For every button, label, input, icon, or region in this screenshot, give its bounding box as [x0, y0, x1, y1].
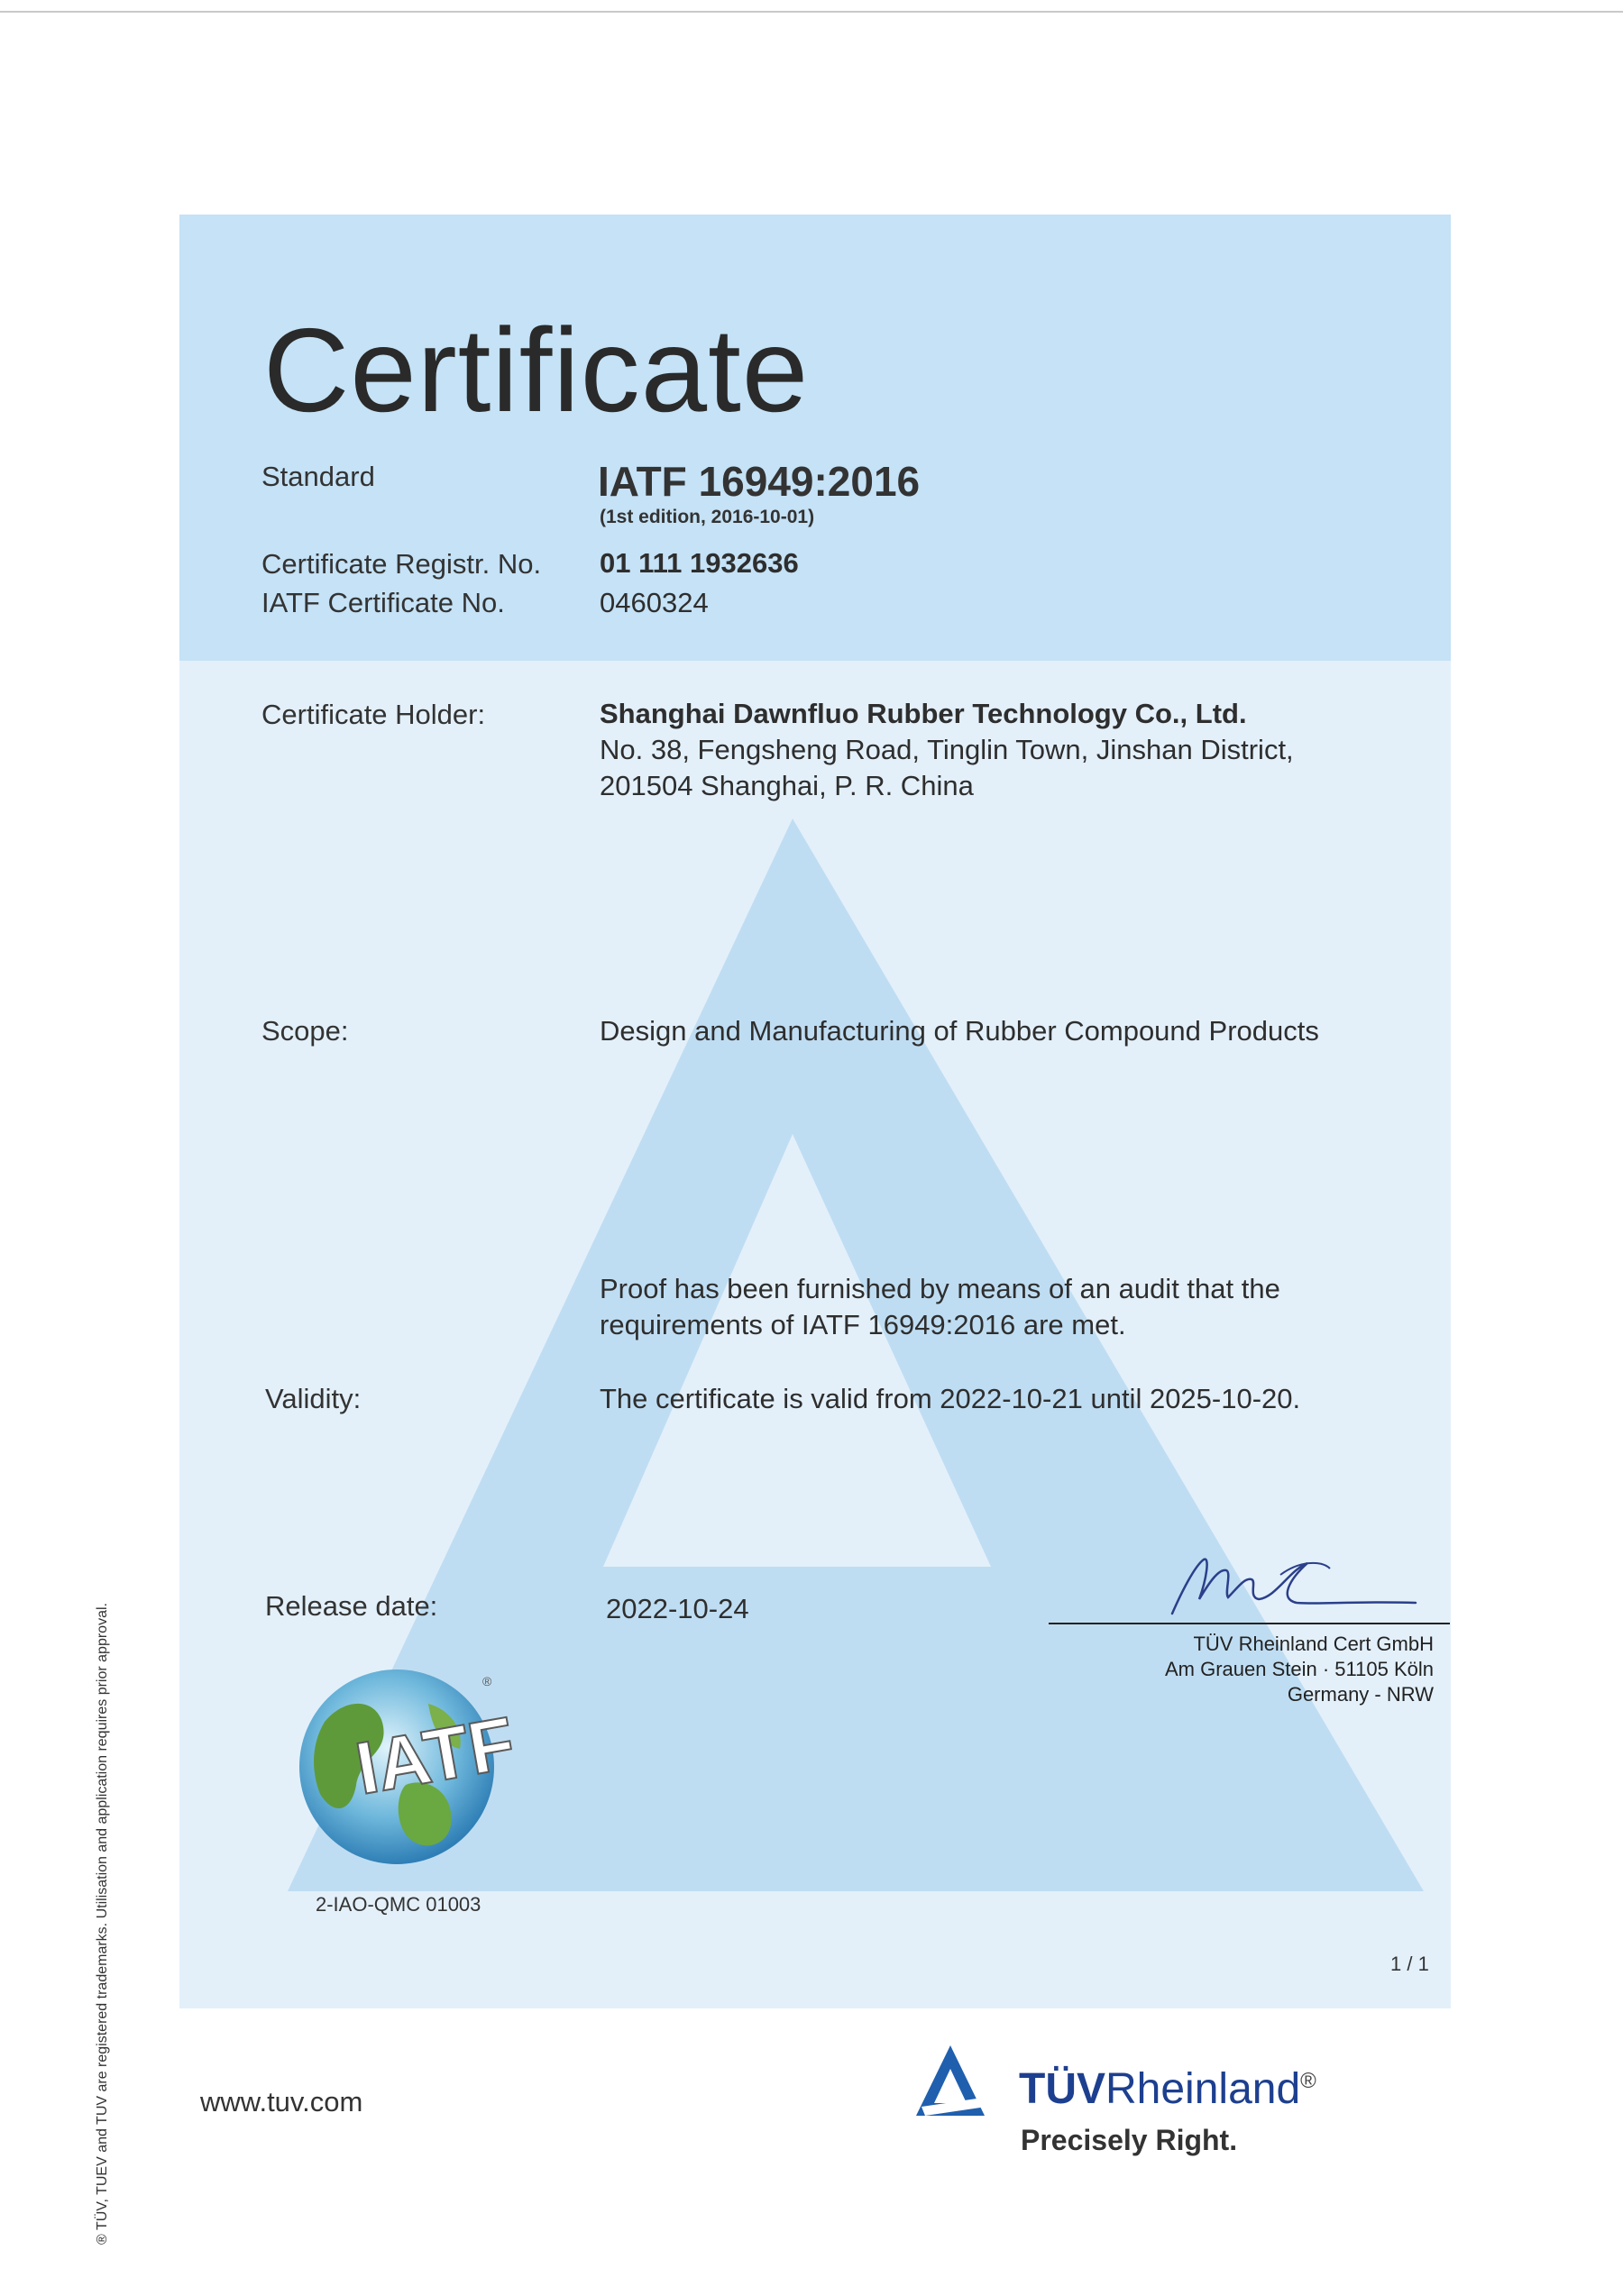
scope-label: Scope: — [261, 1015, 349, 1047]
page-number: 1 / 1 — [1390, 1953, 1429, 1975]
issuer-region: Germany - NRW — [1287, 1683, 1434, 1706]
iatf-globe-logo — [270, 1659, 521, 1875]
standard-name: IATF 16949:2016 — [598, 458, 921, 505]
tuv-brand — [1019, 2064, 1316, 2114]
registered-mark: ® — [1300, 2069, 1316, 2093]
iatf-logo-text: IATF — [350, 1702, 521, 1811]
scope-value: Design and Manufacturing of Rubber Compound Products — [600, 1015, 1319, 1047]
tuv-brand-regular: Rheinland — [1105, 2065, 1301, 2113]
iatf-certificate-number: 0460324 — [600, 587, 709, 618]
holder-label: Certificate Holder: — [261, 699, 486, 730]
holder-name: Shanghai Dawnfluo Rubber Technology Co., Ltd. — [600, 698, 1247, 729]
website-link[interactable]: www.tuv.com — [200, 2086, 363, 2118]
proof-line1: Proof has been furnished by means of an audit that the — [600, 1273, 1280, 1304]
validity-value: The certificate is valid from 2022-10-21 until 2025-10-20. — [600, 1383, 1301, 1414]
standard-edition: (1st edition, 2016-10-01) — [600, 507, 815, 527]
issuer-address: Am Grauen Stein · 51105 Köln — [1165, 1658, 1434, 1680]
signature — [1154, 1543, 1425, 1624]
registration-number: 01 111 1932636 — [600, 547, 799, 579]
page-title: Certificate — [263, 304, 810, 436]
release-date-label: Release date: — [265, 1590, 438, 1622]
iatf-certificate-label: IATF Certificate No. — [261, 587, 505, 618]
signature-line — [1049, 1623, 1450, 1624]
svg-text:®: ® — [482, 1674, 492, 1688]
iatf-code: 2-IAO-QMC 01003 — [316, 1893, 481, 1916]
standard-label: Standard — [261, 461, 375, 492]
validity-label: Validity: — [265, 1383, 362, 1414]
tuv-brand-bold: TÜV — [1019, 2065, 1105, 2113]
release-date-value: 2022-10-24 — [606, 1593, 749, 1624]
tuv-triangle-icon — [912, 2042, 989, 2123]
proof-line2: requirements of IATF 16949:2016 are met. — [600, 1309, 1126, 1340]
holder-address-line1: No. 38, Fengsheng Road, Tinglin Town, Jinshan District, — [600, 734, 1294, 765]
trademark-note: ® TÜV, TUEV and TUV are registered trademarks. Utilisation and application requires prior approval. — [95, 1603, 110, 2245]
tuv-slogan: Precisely Right. — [1021, 2124, 1238, 2156]
top-rule — [0, 11, 1623, 13]
holder-address-line2: 201504 Shanghai, P. R. China — [600, 770, 974, 801]
registration-label: Certificate Registr. No. — [261, 548, 542, 580]
issuer-name: TÜV Rheinland Cert GmbH — [1193, 1633, 1434, 1655]
